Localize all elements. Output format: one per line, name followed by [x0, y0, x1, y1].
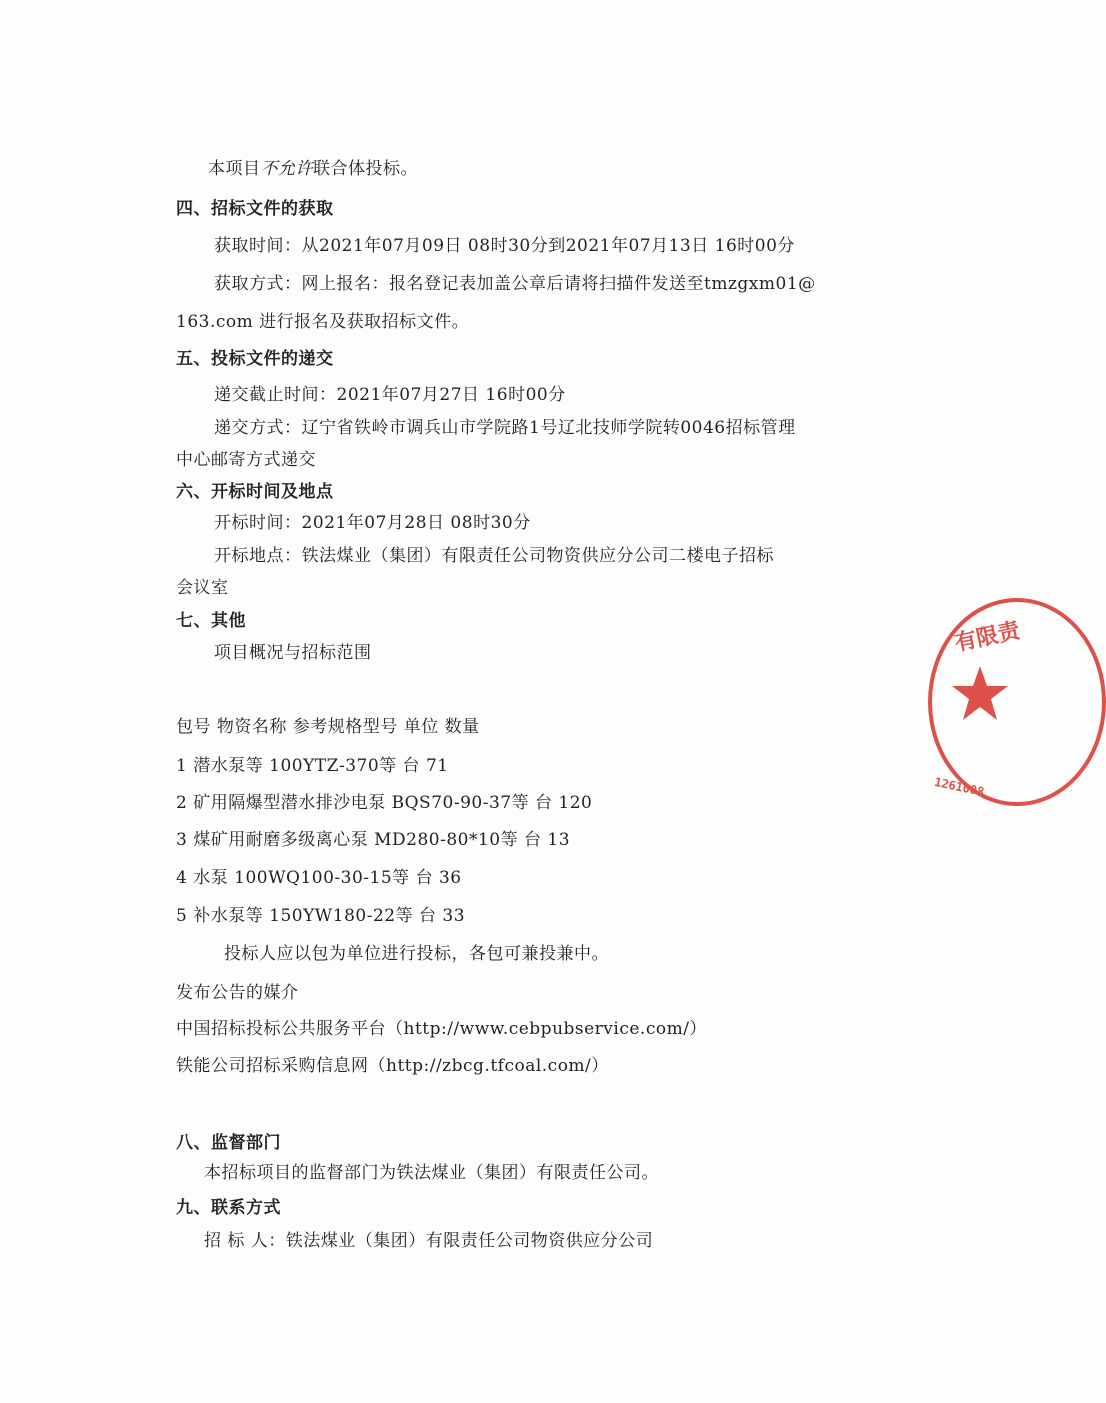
- consortium-prefix: 本项目: [208, 159, 261, 179]
- item-row: 2 矿用隔爆型潜水排沙电泵 BQS70-90-37等 台 120: [176, 793, 593, 813]
- seal-number: 1261008: [933, 774, 986, 800]
- section-6-heading: 六、开标时间及地点: [176, 482, 334, 502]
- item-row: 1 潜水泵等 100YTZ-370等 台 71: [176, 756, 449, 776]
- consortium-not-allowed: 不允许: [260, 159, 313, 179]
- submit-method-line2: 中心邮寄方式递交: [176, 450, 316, 470]
- section-7-heading: 七、其他: [176, 611, 246, 631]
- company-seal: [928, 598, 1106, 806]
- consortium-suffix: 联合体投标。: [313, 159, 418, 179]
- section-4-heading: 四、招标文件的获取: [176, 199, 334, 219]
- item-row: 3 煤矿用耐磨多级离心泵 MD280-80*10等 台 13: [176, 830, 571, 850]
- get-method-line2: 163.com 进行报名及获取招标文件。: [176, 312, 470, 332]
- submit-deadline: 递交截止时间：2021年07月27日 16时00分: [214, 385, 566, 405]
- submit-method-line1: 递交方式：辽宁省铁岭市调兵山市学院路1号辽北技师学院转0046招标管理: [214, 418, 796, 438]
- open-place-line2: 会议室: [176, 578, 229, 598]
- get-method-line1: 获取方式：网上报名：报名登记表加盖公章后请将扫描件发送至tmzgxm01@: [214, 274, 816, 294]
- media-link-cebpubservice: 中国招标投标公共服务平台（http://www.cebpubservice.com/）: [176, 1019, 707, 1039]
- section-9-heading: 九、联系方式: [176, 1198, 281, 1218]
- project-overview: 项目概况与招标范围: [214, 643, 372, 663]
- get-time: 获取时间：从2021年07月09日 08时30分到2021年07月13日 16时00分: [214, 236, 795, 256]
- supervise-text: 本招标项目的监督部门为铁法煤业（集团）有限责任公司。: [204, 1163, 659, 1183]
- bid-note: 投标人应以包为单位进行投标，各包可兼投兼中。: [224, 944, 609, 964]
- star-icon: [950, 664, 1010, 724]
- section-5-heading: 五、投标文件的递交: [176, 349, 334, 369]
- media-link-tfcoal: 铁能公司招标采购信息网（http://zbcg.tfcoal.com/）: [176, 1056, 609, 1076]
- item-row: 4 水泵 100WQ100-30-15等 台 36: [176, 868, 462, 888]
- items-table-header: 包号 物资名称 参考规格型号 单位 数量: [176, 717, 480, 737]
- media-title: 发布公告的媒介: [176, 983, 299, 1003]
- item-row: 5 补水泵等 150YW180-22等 台 33: [176, 906, 466, 926]
- section-8-heading: 八、监督部门: [176, 1133, 281, 1153]
- consortium-note: [208, 158, 418, 180]
- open-time: 开标时间：2021年07月28日 08时30分: [214, 513, 531, 533]
- seal-text: 有限责: [952, 618, 1023, 657]
- open-place-line1: 开标地点：铁法煤业（集团）有限责任公司物资供应分公司二楼电子招标: [214, 546, 774, 566]
- tenderer: 招 标 人：铁法煤业（集团）有限责任公司物资供应分公司: [204, 1231, 654, 1251]
